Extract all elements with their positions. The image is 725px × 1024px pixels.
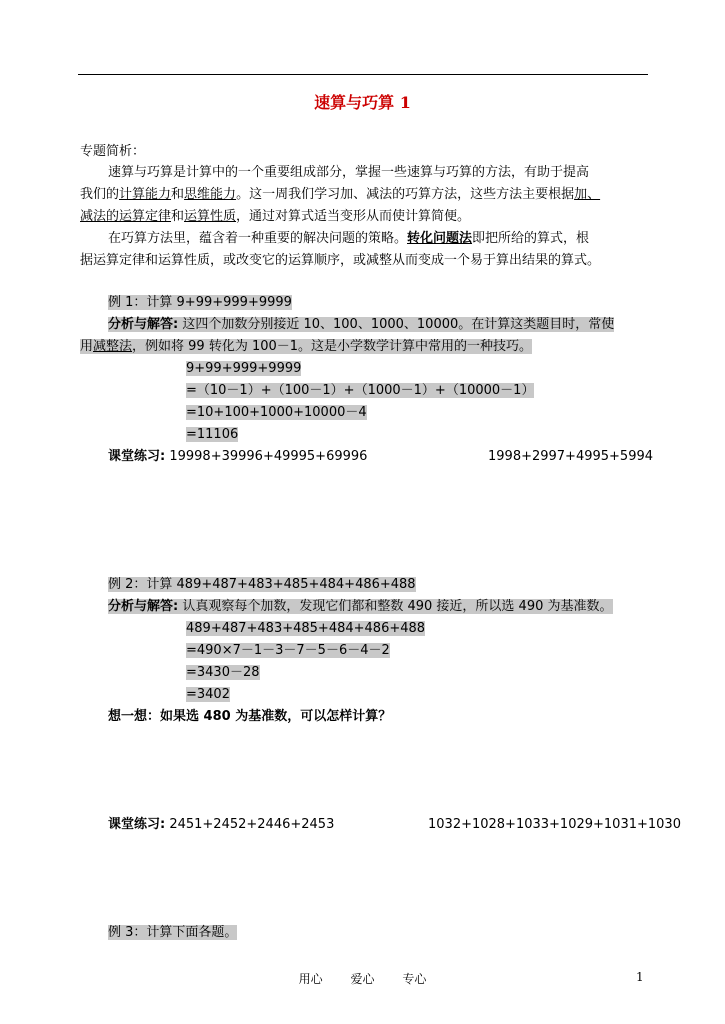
practice-item: 19998+39996+49995+69996 [165, 449, 368, 464]
step-text: =3402 [186, 687, 230, 702]
intro-p1-line3 [80, 207, 470, 227]
text-span: 。这一周我们学习加、减法的巧算方法，这些方法主要根据 [236, 187, 575, 202]
example-1-heading [108, 293, 292, 313]
underlined-term: 运算性质 [184, 209, 237, 224]
underlined-term: 减整法 [93, 339, 133, 354]
example-2-title: 例 2：计算 489+487+483+485+484+486+488 [108, 577, 416, 592]
example-1-step-4 [186, 425, 238, 445]
example-2-step-4 [186, 685, 230, 705]
example-2-step-2 [186, 641, 390, 661]
page-footer [0, 970, 725, 987]
intro-p2-line1 [108, 229, 589, 249]
text-span: ，例如将 99 转化为 100－1。这是小学数学计算中常用的一种技巧。 [132, 339, 533, 354]
example-2-step-1 [186, 619, 425, 639]
underlined-term: 加、 [574, 187, 601, 202]
underlined-term: 思维能力 [184, 187, 237, 202]
text-span: 认真观察每个加数，发现它们都和整数 490 接近，所以选 490 为基准数。 [178, 599, 613, 614]
analysis-label: 分析与解答: [108, 599, 179, 614]
footer-item: 用心 [298, 972, 323, 986]
key-term: 转化问题法 [407, 231, 473, 246]
example-1-title: 例 1：计算 9+99+999+9999 [108, 295, 292, 310]
text-span: 用 [80, 339, 94, 354]
text-span: ，通过对算式适当变形从而使计算简便。 [236, 209, 471, 224]
underlined-term: 计算能力 [119, 187, 172, 202]
example-1-analysis-line1 [108, 315, 614, 335]
page-number: 1 [636, 970, 644, 984]
text-span: 在巧算方法里，蕴含着一种重要的解决问题的策略。 [108, 231, 408, 246]
example-1-practice [108, 447, 367, 467]
example-1-step-1 [186, 359, 301, 379]
underlined-term: 减法的运算定律 [80, 209, 172, 224]
example-3-title: 例 3：计算下面各题。 [108, 925, 238, 940]
text-span: 和 [171, 209, 185, 224]
intro-p1-line2 [80, 185, 600, 205]
step-text: =11106 [186, 427, 239, 442]
text-span: 即把所给的算式，根 [472, 231, 590, 246]
example-3-heading [108, 923, 237, 943]
example-2-heading [108, 575, 416, 595]
practice-label: 课堂练习: [108, 449, 166, 464]
example-2-analysis [108, 597, 613, 617]
analysis-label: 分析与解答: [108, 317, 179, 332]
text-span: 和 [171, 187, 185, 202]
text-span: 我们的 [80, 187, 120, 202]
example-1-analysis-line2 [80, 337, 532, 357]
example-1-practice-2: 1998+2997+4995+5994 [488, 449, 654, 464]
footer-item: 专心 [402, 972, 427, 986]
step-text: 9+99+999+9999 [186, 361, 302, 376]
step-text: 489+487+483+485+484+486+488 [186, 621, 426, 636]
practice-label: 课堂练习: [108, 817, 166, 832]
intro-p1-line1: 速算与巧算是计算中的一个重要组成部分，掌握一些速算与巧算的方法，有助于提高 [108, 165, 590, 180]
example-1-step-3 [186, 403, 367, 423]
example-2-step-3 [186, 663, 260, 683]
intro-p2-line2: 据运算定律和运算性质，或改变它的运算顺序，或减整从而变成一个易于算出结果的算式。 [80, 253, 601, 268]
step-text: =3430－28 [186, 665, 260, 680]
example-1-step-2 [186, 381, 534, 401]
think-question: 想一想：如果选 480 为基准数，可以怎样计算？ [108, 709, 392, 724]
footer-item: 爱心 [350, 972, 375, 986]
text-span: 这四个加数分别接近 10、100、1000、10000。在计算这类题目时，常使 [178, 317, 615, 332]
step-text: =490×7－1－3－7－5－6－4－2 [186, 643, 390, 658]
step-text: =10+100+1000+10000－4 [186, 405, 367, 420]
practice-item: 2451+2452+2446+2453 [165, 817, 335, 832]
example-2-practice [108, 815, 334, 835]
intro-heading: 专题简析： [80, 144, 146, 159]
example-2-practice-2: 1032+1028+1033+1029+1031+1030 [428, 817, 681, 832]
header-rule [78, 74, 648, 75]
step-text: =（10－1）+（100－1）+（1000－1）+（10000－1） [186, 383, 535, 398]
page-title: 速算与巧算 1 [314, 93, 411, 112]
